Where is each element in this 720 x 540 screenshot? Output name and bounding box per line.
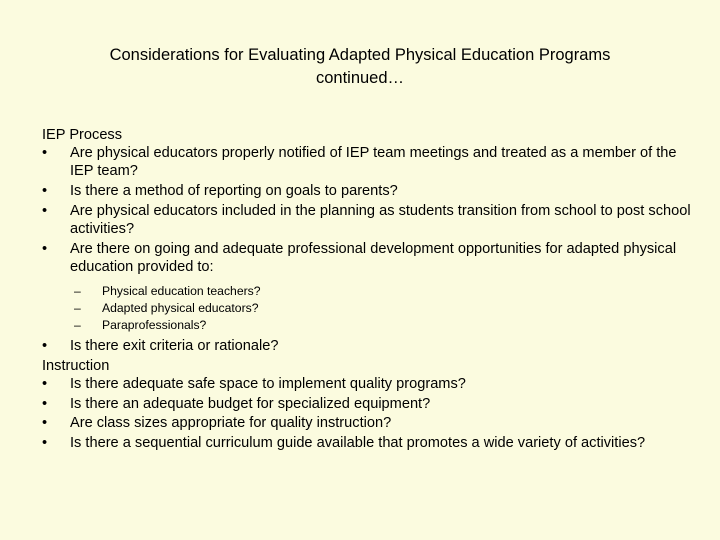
list-item xyxy=(42,414,692,432)
sub-list-item xyxy=(42,300,692,317)
title-line-2: continued… xyxy=(315,69,405,87)
slide-title xyxy=(40,44,680,90)
list-item-text: Are physical educators included in the planning as students transition from school to post school activities? xyxy=(70,202,691,238)
sub-list-item xyxy=(42,317,692,334)
bullet-icon: • xyxy=(42,435,48,452)
list-item-text: Is there an adequate budget for specialized equipment? xyxy=(70,395,431,412)
list-item xyxy=(42,240,692,276)
sub-list xyxy=(42,283,692,334)
sub-list-item-text: Physical education teachers? xyxy=(102,284,261,299)
sub-list-item-text: Paraprofessionals? xyxy=(102,318,207,333)
dash-icon: – xyxy=(74,301,81,316)
list-item-text: Are class sizes appropriate for quality instruction? xyxy=(70,415,392,432)
bullet-icon: • xyxy=(42,202,48,219)
list-item-text: Are physical educators properly notified of IEP team meetings and treated as a member of the IEP team? xyxy=(70,145,677,180)
list-item-text: Is there a sequential curriculum guide available that promotes a wide variety of activities? xyxy=(70,435,646,452)
dash-icon: – xyxy=(74,284,81,299)
list-item-text: Is there a method of reporting on goals to parents? xyxy=(70,183,398,200)
dash-icon: – xyxy=(74,318,81,333)
list-item xyxy=(42,337,692,355)
list-item xyxy=(42,434,692,452)
bullet-icon: • xyxy=(42,183,48,200)
list-item xyxy=(42,182,692,200)
section-heading-iep-process: IEP Process xyxy=(42,127,123,143)
bullet-icon: • xyxy=(42,415,48,432)
bullet-icon: • xyxy=(42,240,48,257)
bullet-icon: • xyxy=(42,338,48,355)
list-item-text: Is there adequate safe space to implement quality programs? xyxy=(70,376,466,393)
bullet-icon: • xyxy=(42,376,48,393)
list-item xyxy=(42,375,692,393)
section-heading-instruction: Instruction xyxy=(42,357,110,374)
sub-list-item-text: Adapted physical educators? xyxy=(102,301,259,316)
title-line-1: Considerations for Evaluating Adapted Physical Education Programs xyxy=(109,46,611,64)
list-item-text: Are there on going and adequate professional development opportunities for adapted physical education provided to: xyxy=(70,240,677,275)
list-item-text: Is there exit criteria or rationale? xyxy=(70,338,279,355)
bullet-icon: • xyxy=(42,145,48,162)
bullet-icon: • xyxy=(42,395,48,412)
list-item xyxy=(42,144,692,180)
slide-body xyxy=(42,126,692,454)
list-item xyxy=(42,395,692,413)
list-item xyxy=(42,202,692,238)
sub-list-item xyxy=(42,283,692,300)
